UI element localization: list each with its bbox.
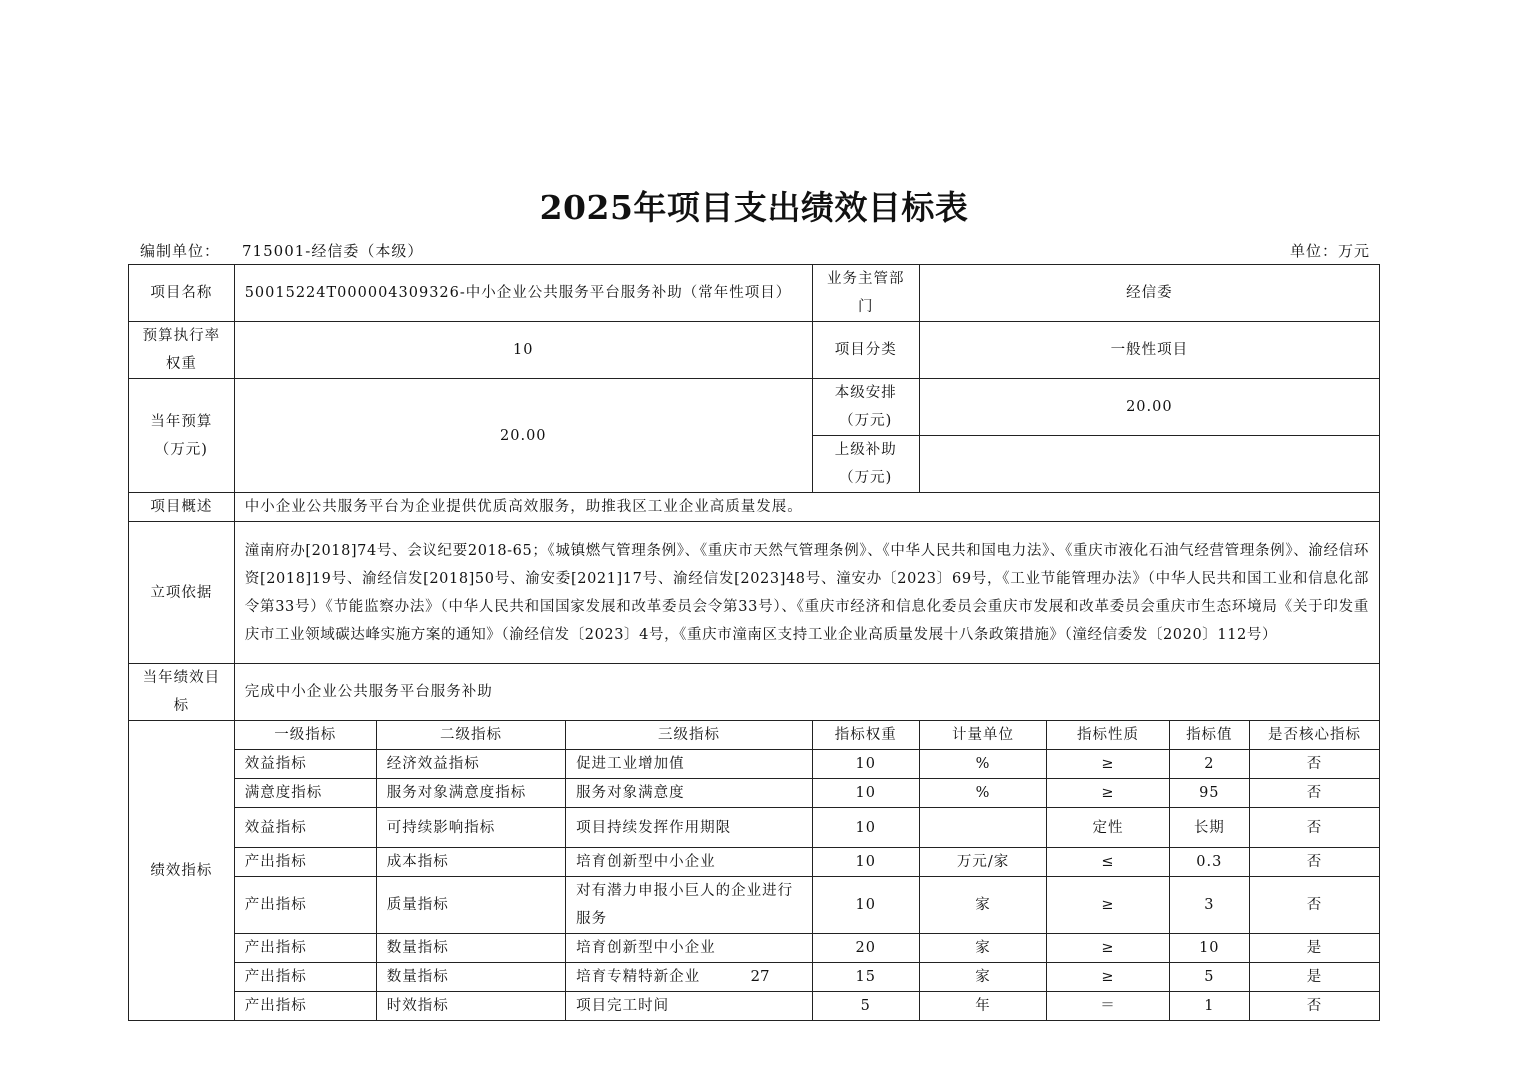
project-name-value: 50015224T000004309326-中小企业公共服务平台服务补助（常年性项目） <box>234 265 812 322</box>
dept-value: 经信委 <box>919 265 1379 322</box>
compiling-unit-label: 编制单位： <box>140 242 221 260</box>
header-level1: 一级指标 <box>234 721 376 750</box>
indicator-nature-cell: 定性 <box>1047 808 1169 848</box>
indicator-level1-cell: 产出指标 <box>234 992 376 1021</box>
indicators-section-label: 绩效指标 <box>129 721 235 1021</box>
local-budget-label: 本级安排（万元) <box>812 379 919 436</box>
indicator-level1-cell: 产出指标 <box>234 848 376 877</box>
basis-row <box>129 522 1380 664</box>
indicator-level2-cell: 数量指标 <box>376 934 565 963</box>
compiling-unit <box>140 240 423 261</box>
indicator-level3-cell: 促进工业增加值 <box>566 750 813 779</box>
indicator-level3-cell: 培育创新型中小企业 <box>566 848 813 877</box>
indicator-level3-cell: 培育创新型中小企业 <box>566 934 813 963</box>
indicator-weight-cell: 10 <box>812 877 919 934</box>
indicator-level1-cell: 产出指标 <box>234 934 376 963</box>
header-nature: 指标性质 <box>1047 721 1169 750</box>
header-weight: 指标权重 <box>812 721 919 750</box>
indicator-level2-cell: 服务对象满意度指标 <box>376 779 565 808</box>
indicator-nature-cell: ＝ <box>1047 992 1169 1021</box>
indicator-core-cell: 否 <box>1250 779 1380 808</box>
indicator-unit-cell: % <box>919 750 1047 779</box>
indicator-level2-cell: 经济效益指标 <box>376 750 565 779</box>
table-row <box>129 877 1380 934</box>
indicator-level2-cell: 质量指标 <box>376 877 565 934</box>
indicator-level3-cell: 项目完工时间 <box>566 992 813 1021</box>
performance-target-table <box>128 264 1380 1021</box>
upper-budget-value <box>919 436 1379 493</box>
table-row <box>129 934 1380 963</box>
indicator-value-cell: 5 <box>1169 963 1249 992</box>
basis-value: 潼南府办[2018]74号、会议纪要2018-65；《城镇燃气管理条例》、《重庆市天然气管理条例》、《中华人民共和国电力法》、《重庆市液化石油气经营管理条例》、渝经信环资[2018]19号、渝经信发[2018]50号、渝安委[2021]17号、渝经信发[2023]48号、潼安办〔2023〕69号，《工业节能管理办法》（中华人民共和国工业和信息化部令第33号）《节能监察办法》（中华人民共和国国家发展和改革委员会令第33号）、《重庆市经济和信息化委员会重庆市发展和改革委员会重庆市生态环境局《关于印发重庆市工业领域碳达峰实施方案的通知》（渝经信发〔2023〕4号，《重庆市潼南区支持工业企业高质量发展十八条政策措施》（潼经信委发〔2020〕112号） <box>234 522 1379 664</box>
indicator-level2-cell: 数量指标 <box>376 963 565 992</box>
indicator-level2-cell: 时效指标 <box>376 992 565 1021</box>
table-row <box>129 808 1380 848</box>
indicator-weight-cell: 10 <box>812 750 919 779</box>
exec-weight-value: 10 <box>234 322 812 379</box>
overview-row <box>129 493 1380 522</box>
local-budget-value: 20.00 <box>919 379 1379 436</box>
indicator-core-cell: 是 <box>1250 934 1380 963</box>
indicator-core-cell: 否 <box>1250 877 1380 934</box>
indicator-weight-cell: 10 <box>812 848 919 877</box>
dept-label: 业务主管部门 <box>812 265 919 322</box>
goal-row <box>129 664 1380 721</box>
compiling-unit-value: 715001-经信委（本级） <box>242 242 424 260</box>
indicator-level3-cell: 服务对象满意度 <box>566 779 813 808</box>
indicator-value-cell: 1 <box>1169 992 1249 1021</box>
category-label: 项目分类 <box>812 322 919 379</box>
indicator-level1-cell: 效益指标 <box>234 750 376 779</box>
budget-row <box>129 379 1380 436</box>
indicator-core-cell: 否 <box>1250 750 1380 779</box>
indicator-nature-cell: ≥ <box>1047 963 1169 992</box>
indicator-value-cell: 长期 <box>1169 808 1249 848</box>
table-row <box>129 750 1380 779</box>
indicator-unit-cell: 万元/家 <box>919 848 1047 877</box>
indicator-weight-cell: 10 <box>812 808 919 848</box>
project-name-label: 项目名称 <box>129 265 235 322</box>
header-unit: 计量单位 <box>919 721 1047 750</box>
overview-value: 中小企业公共服务平台为企业提供优质高效服务，助推我区工业企业高质量发展。 <box>234 493 1379 522</box>
indicator-level1-cell: 产出指标 <box>234 877 376 934</box>
indicator-level1-cell: 效益指标 <box>234 808 376 848</box>
table-row <box>129 992 1380 1021</box>
upper-budget-label: 上级补助（万元) <box>812 436 919 493</box>
header-value: 指标值 <box>1169 721 1249 750</box>
project-name-row <box>129 265 1380 322</box>
indicator-core-cell: 否 <box>1250 808 1380 848</box>
goal-label: 当年绩效目标 <box>129 664 235 721</box>
indicator-level2-cell: 成本指标 <box>376 848 565 877</box>
table-row <box>129 848 1380 877</box>
header-level2: 二级指标 <box>376 721 565 750</box>
page-title: 2025年项目支出绩效目标表 <box>539 188 969 227</box>
budget-label: 当年预算（万元) <box>129 379 235 493</box>
indicator-unit-cell: 家 <box>919 963 1047 992</box>
indicator-nature-cell: ≥ <box>1047 934 1169 963</box>
page-number: 27 <box>750 967 770 985</box>
indicator-core-cell: 否 <box>1250 848 1380 877</box>
category-value: 一般性项目 <box>919 322 1379 379</box>
indicator-level3-cell: 对有潜力申报小巨人的企业进行服务 <box>566 877 813 934</box>
indicator-weight-cell: 10 <box>812 779 919 808</box>
summary-section <box>129 265 1380 721</box>
exec-weight-label: 预算执行率权重 <box>129 322 235 379</box>
indicator-value-cell: 10 <box>1169 934 1249 963</box>
indicator-header-row <box>129 721 1380 750</box>
header-core: 是否核心指标 <box>1250 721 1380 750</box>
indicator-unit-cell: 家 <box>919 877 1047 934</box>
goal-value: 完成中小企业公共服务平台服务补助 <box>234 664 1379 721</box>
indicator-level2-cell: 可持续影响指标 <box>376 808 565 848</box>
indicator-nature-cell: ≥ <box>1047 877 1169 934</box>
basis-label: 立项依据 <box>129 522 235 664</box>
indicator-value-cell: 2 <box>1169 750 1249 779</box>
indicator-level1-cell: 产出指标 <box>234 963 376 992</box>
indicator-weight-cell: 5 <box>812 992 919 1021</box>
indicator-core-cell: 是 <box>1250 963 1380 992</box>
indicator-value-cell: 3 <box>1169 877 1249 934</box>
indicator-nature-cell: ≤ <box>1047 848 1169 877</box>
indicator-weight-cell: 20 <box>812 934 919 963</box>
indicator-core-cell: 否 <box>1250 992 1380 1021</box>
indicator-level3-cell: 培育专精特新企业 <box>566 963 813 992</box>
table-row <box>129 779 1380 808</box>
indicator-nature-cell: ≥ <box>1047 750 1169 779</box>
indicator-unit-cell: 家 <box>919 934 1047 963</box>
indicator-level1-cell: 满意度指标 <box>234 779 376 808</box>
indicator-weight-cell: 15 <box>812 963 919 992</box>
header-level3: 三级指标 <box>566 721 813 750</box>
overview-label: 项目概述 <box>129 493 235 522</box>
exec-weight-row <box>129 322 1380 379</box>
currency-unit-note: 单位：万元 <box>1289 242 1370 260</box>
indicator-nature-cell: ≥ <box>1047 779 1169 808</box>
indicator-unit-cell <box>919 808 1047 848</box>
indicator-unit-cell: 年 <box>919 992 1047 1021</box>
indicator-unit-cell: % <box>919 779 1047 808</box>
indicator-value-cell: 0.3 <box>1169 848 1249 877</box>
budget-value: 20.00 <box>234 379 812 493</box>
indicator-level3-cell: 项目持续发挥作用期限 <box>566 808 813 848</box>
indicator-value-cell: 95 <box>1169 779 1249 808</box>
